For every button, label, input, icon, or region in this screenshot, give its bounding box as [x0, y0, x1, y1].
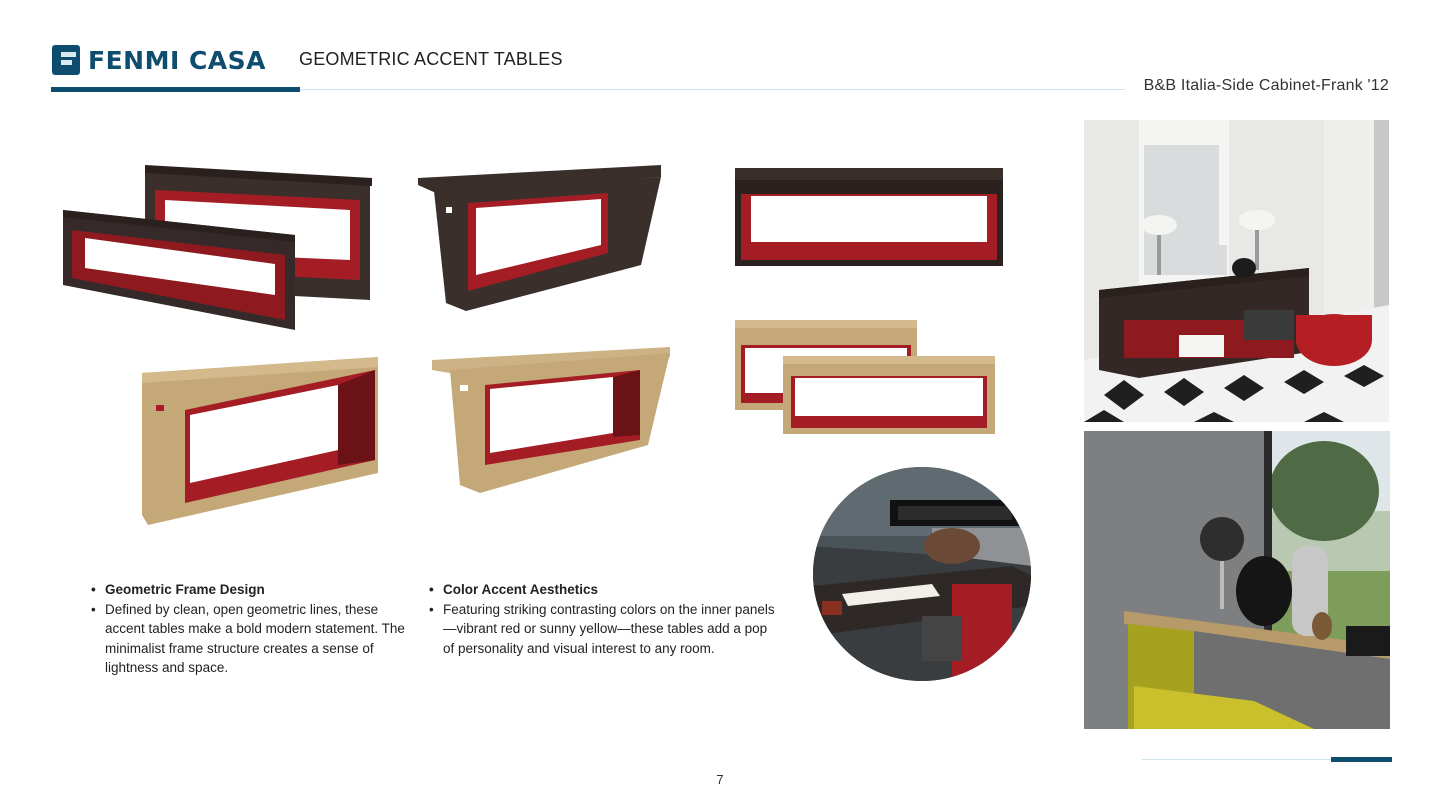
feature-body: • Featuring striking contrasting colors on the inner panels—vibrant red or sunny yellow—these tables add a pop of personality and visual interest to any room.: [429, 600, 779, 659]
brand-logo: [52, 44, 266, 76]
header-rule: [300, 89, 1125, 90]
feature-heading: • Color Accent Aesthetics: [429, 580, 779, 600]
page-title: GEOMETRIC ACCENT TABLES: [299, 49, 563, 69]
page-subtitle: B&B Italia-Side Cabinet-Frank '12: [1143, 77, 1389, 94]
product-image-light-single: [140, 355, 382, 530]
product-image-dark-single: [416, 163, 664, 313]
product-image-light-angled: [430, 345, 672, 495]
logo-icon: [52, 45, 80, 75]
product-image-dark-pair: [60, 160, 375, 330]
feature-heading: • Geometric Frame Design: [91, 580, 411, 600]
header-rule-accent: [51, 87, 300, 92]
product-image-light-pair: [733, 320, 998, 438]
footer-rule: [1142, 759, 1332, 760]
lifestyle-photo-living-room: [1084, 120, 1389, 422]
feature-block-geometric: [91, 580, 411, 678]
feature-body: • Defined by clean, open geometric lines, these accent tables make a bold modern statement. The minimalist frame structure creates a sense of lightness and space.: [91, 600, 411, 678]
page-number: 7: [716, 772, 724, 787]
feature-block-color: [429, 580, 779, 658]
lifestyle-photo-round: [812, 466, 1032, 682]
footer-rule-accent: [1331, 757, 1392, 762]
brand-name: FENMI CASA: [88, 45, 267, 75]
lifestyle-photo-yellow-console: [1084, 431, 1390, 729]
product-image-dark-front: [733, 168, 1005, 268]
